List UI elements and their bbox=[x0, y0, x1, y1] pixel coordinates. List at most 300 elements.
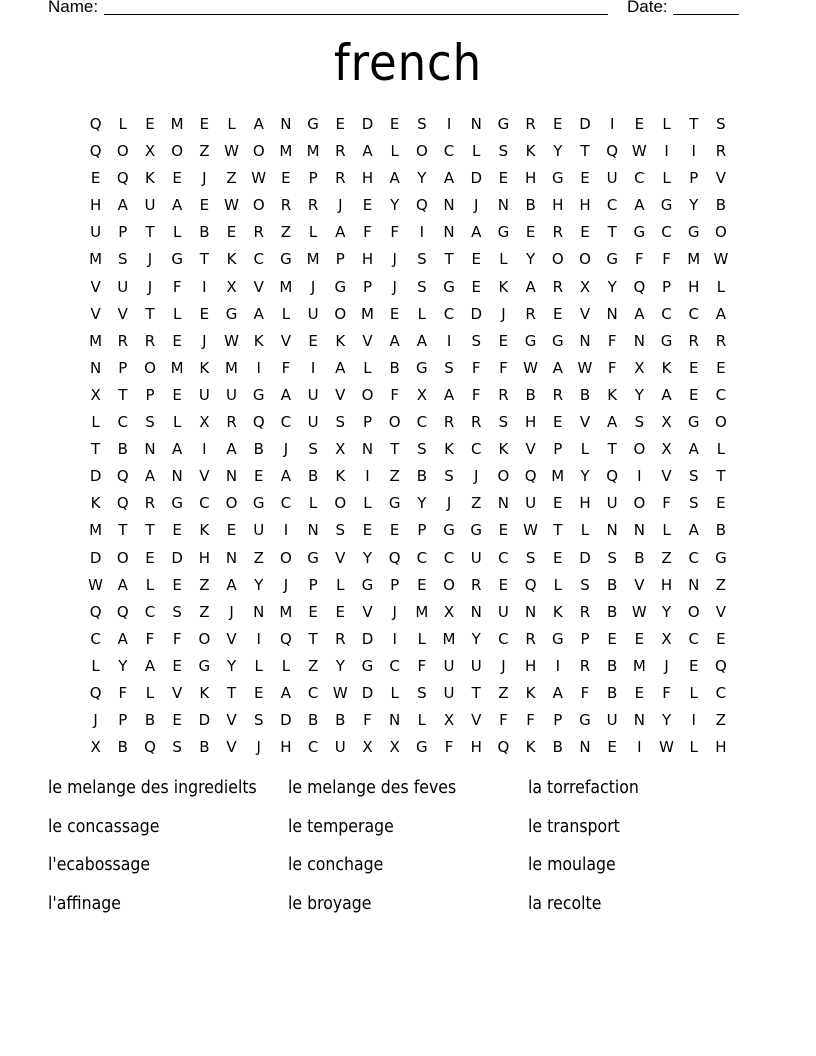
grid-cell[interactable]: P bbox=[553, 711, 563, 730]
grid-cell[interactable]: F bbox=[145, 629, 155, 648]
grid-cell[interactable]: Q bbox=[116, 169, 129, 188]
grid-cell[interactable]: T bbox=[145, 223, 155, 242]
grid-cell[interactable]: N bbox=[389, 711, 401, 730]
grid-cell[interactable]: P bbox=[362, 413, 372, 432]
grid-cell[interactable]: F bbox=[172, 629, 182, 648]
grid-cell[interactable]: F bbox=[471, 385, 481, 404]
grid-cell[interactable]: E bbox=[281, 169, 291, 188]
grid-cell[interactable]: E bbox=[199, 304, 210, 323]
grid-cell[interactable]: G bbox=[171, 250, 183, 269]
grid-cell[interactable]: J bbox=[392, 602, 397, 621]
grid-cell[interactable]: M bbox=[170, 358, 184, 377]
grid-cell[interactable]: A bbox=[144, 467, 156, 486]
grid-cell[interactable]: A bbox=[552, 683, 563, 702]
grid-cell[interactable]: J bbox=[229, 602, 234, 621]
grid-cell[interactable]: S bbox=[172, 738, 182, 757]
grid-cell[interactable]: H bbox=[198, 548, 210, 567]
grid-cell[interactable]: W bbox=[523, 521, 539, 540]
grid-cell[interactable]: E bbox=[253, 467, 264, 486]
grid-cell[interactable]: B bbox=[253, 440, 264, 459]
grid-cell[interactable]: K bbox=[335, 331, 346, 350]
grid-cell[interactable]: E bbox=[634, 629, 645, 648]
grid-cell[interactable]: L bbox=[689, 683, 698, 702]
grid-cell[interactable]: L bbox=[390, 683, 399, 702]
grid-cell[interactable]: H bbox=[361, 250, 374, 269]
grid-cell[interactable]: Y bbox=[417, 494, 427, 513]
grid-cell[interactable]: L bbox=[363, 494, 372, 513]
grid-cell[interactable]: U bbox=[90, 223, 102, 242]
grid-cell[interactable]: W bbox=[224, 142, 239, 161]
grid-cell[interactable]: O bbox=[334, 494, 347, 513]
grid-cell[interactable]: O bbox=[633, 440, 646, 459]
grid-cell[interactable]: F bbox=[499, 358, 508, 377]
name-field[interactable] bbox=[104, 14, 608, 15]
grid-cell[interactable]: J bbox=[93, 711, 98, 730]
grid-cell[interactable]: B bbox=[579, 385, 591, 404]
grid-cell[interactable]: A bbox=[117, 196, 128, 215]
grid-cell[interactable]: K bbox=[552, 602, 563, 621]
grid-cell[interactable]: O bbox=[144, 358, 156, 377]
grid-cell[interactable]: B bbox=[117, 440, 128, 459]
grid-cell[interactable]: G bbox=[470, 521, 483, 540]
grid-cell[interactable]: B bbox=[525, 196, 536, 215]
grid-cell[interactable]: E bbox=[145, 548, 155, 567]
grid-cell[interactable]: I bbox=[446, 331, 452, 350]
grid-cell[interactable]: D bbox=[470, 304, 482, 323]
grid-cell[interactable]: B bbox=[307, 467, 319, 486]
grid-cell[interactable]: A bbox=[688, 521, 699, 540]
grid-cell[interactable]: T bbox=[607, 440, 617, 459]
grid-cell[interactable]: Q bbox=[388, 548, 401, 567]
grid-cell[interactable]: J bbox=[392, 277, 397, 296]
grid-cell[interactable]: B bbox=[144, 711, 156, 730]
grid-cell[interactable]: L bbox=[254, 656, 263, 675]
grid-cell[interactable]: V bbox=[226, 629, 237, 648]
grid-cell[interactable]: T bbox=[145, 521, 155, 540]
grid-cell[interactable]: A bbox=[634, 304, 645, 323]
grid-cell[interactable]: L bbox=[580, 521, 590, 540]
grid-cell[interactable]: S bbox=[498, 142, 509, 161]
grid-cell[interactable]: C bbox=[688, 304, 699, 323]
grid-cell[interactable]: N bbox=[443, 196, 455, 215]
grid-cell[interactable]: M bbox=[89, 331, 103, 350]
grid-cell[interactable]: E bbox=[226, 521, 237, 540]
grid-cell[interactable]: A bbox=[144, 656, 156, 675]
grid-cell[interactable]: I bbox=[446, 115, 452, 133]
grid-cell[interactable]: Z bbox=[199, 142, 210, 161]
grid-cell[interactable]: S bbox=[308, 440, 318, 459]
grid-cell[interactable]: V bbox=[226, 738, 237, 757]
grid-cell[interactable]: Y bbox=[254, 575, 264, 594]
grid-cell[interactable]: D bbox=[361, 115, 374, 133]
grid-cell[interactable]: E bbox=[172, 331, 182, 350]
grid-cell[interactable]: J bbox=[202, 169, 207, 188]
grid-cell[interactable]: Q bbox=[606, 467, 619, 486]
grid-cell[interactable]: D bbox=[89, 548, 102, 567]
grid-cell[interactable]: D bbox=[89, 467, 102, 486]
grid-cell[interactable]: J bbox=[310, 277, 316, 296]
grid-cell[interactable]: W bbox=[631, 602, 647, 621]
grid-cell[interactable]: D bbox=[470, 169, 482, 188]
grid-cell[interactable]: S bbox=[335, 521, 346, 540]
grid-cell[interactable]: X bbox=[389, 738, 400, 757]
grid-cell[interactable]: X bbox=[661, 440, 672, 459]
grid-cell[interactable]: T bbox=[716, 467, 726, 486]
grid-cell[interactable]: J bbox=[501, 656, 506, 675]
grid-cell[interactable]: C bbox=[498, 548, 509, 567]
grid-cell[interactable]: C bbox=[443, 304, 455, 323]
grid-cell[interactable]: I bbox=[691, 142, 696, 161]
grid-cell[interactable]: E bbox=[335, 115, 346, 133]
grid-cell[interactable]: U bbox=[307, 385, 319, 404]
grid-cell[interactable]: K bbox=[199, 521, 210, 540]
grid-cell[interactable]: R bbox=[471, 575, 482, 594]
grid-cell[interactable]: L bbox=[308, 223, 318, 242]
grid-cell[interactable]: L bbox=[499, 250, 508, 269]
grid-cell[interactable]: Z bbox=[199, 602, 210, 621]
grid-cell[interactable]: G bbox=[524, 331, 537, 350]
grid-cell[interactable]: Y bbox=[471, 629, 481, 648]
grid-cell[interactable]: S bbox=[580, 575, 590, 594]
grid-cell[interactable]: G bbox=[551, 629, 564, 648]
grid-cell[interactable]: T bbox=[580, 142, 590, 161]
grid-cell[interactable]: D bbox=[361, 683, 374, 702]
grid-cell[interactable]: U bbox=[606, 711, 618, 730]
grid-cell[interactable]: F bbox=[172, 277, 182, 296]
grid-cell[interactable]: K bbox=[498, 277, 509, 296]
grid-cell[interactable]: W bbox=[659, 738, 674, 757]
grid-cell[interactable]: S bbox=[172, 602, 182, 621]
grid-cell[interactable]: R bbox=[525, 115, 536, 133]
grid-cell[interactable]: K bbox=[525, 738, 536, 757]
grid-cell[interactable]: L bbox=[172, 223, 182, 242]
grid-cell[interactable]: L bbox=[145, 575, 155, 594]
grid-cell[interactable]: E bbox=[634, 115, 645, 133]
grid-cell[interactable]: P bbox=[662, 277, 672, 296]
grid-cell[interactable]: Y bbox=[118, 656, 128, 675]
grid-cell[interactable]: N bbox=[497, 494, 510, 513]
grid-cell[interactable]: L bbox=[227, 115, 236, 133]
grid-cell[interactable]: A bbox=[525, 277, 536, 296]
grid-cell[interactable]: Q bbox=[89, 142, 102, 161]
grid-cell[interactable]: G bbox=[225, 304, 238, 323]
grid-cell[interactable]: X bbox=[90, 738, 101, 757]
grid-cell[interactable]: U bbox=[117, 277, 129, 296]
grid-cell[interactable]: C bbox=[498, 629, 509, 648]
grid-cell[interactable]: C bbox=[715, 385, 727, 404]
grid-cell[interactable]: I bbox=[555, 656, 560, 675]
grid-cell[interactable]: F bbox=[281, 358, 291, 377]
grid-cell[interactable]: E bbox=[498, 169, 509, 188]
grid-cell[interactable]: C bbox=[634, 169, 645, 188]
grid-cell[interactable]: P bbox=[417, 521, 427, 540]
grid-cell[interactable]: O bbox=[443, 575, 455, 594]
date-field[interactable] bbox=[673, 14, 739, 15]
grid-cell[interactable]: H bbox=[470, 738, 482, 757]
grid-cell[interactable]: K bbox=[253, 331, 264, 350]
grid-cell[interactable]: F bbox=[499, 711, 508, 730]
grid-cell[interactable]: O bbox=[280, 548, 292, 567]
grid-cell[interactable]: S bbox=[145, 413, 155, 432]
grid-cell[interactable]: Q bbox=[497, 738, 510, 757]
grid-cell[interactable]: O bbox=[361, 385, 374, 404]
grid-cell[interactable]: B bbox=[307, 711, 319, 730]
grid-cell[interactable]: A bbox=[552, 358, 563, 377]
grid-cell[interactable]: K bbox=[661, 358, 672, 377]
grid-cell[interactable]: Q bbox=[116, 467, 129, 486]
grid-cell[interactable]: L bbox=[662, 521, 671, 540]
grid-cell[interactable]: V bbox=[226, 711, 237, 730]
grid-cell[interactable]: Y bbox=[526, 250, 536, 269]
grid-cell[interactable]: N bbox=[633, 711, 645, 730]
grid-cell[interactable]: V bbox=[335, 385, 346, 404]
grid-cell[interactable]: G bbox=[388, 494, 401, 513]
grid-cell[interactable]: A bbox=[607, 413, 618, 432]
grid-cell[interactable]: B bbox=[199, 738, 210, 757]
grid-cell[interactable]: L bbox=[118, 115, 127, 133]
grid-cell[interactable]: F bbox=[635, 250, 644, 269]
grid-cell[interactable]: C bbox=[117, 413, 129, 432]
grid-cell[interactable]: Y bbox=[553, 142, 563, 161]
grid-cell[interactable]: J bbox=[501, 304, 506, 323]
grid-cell[interactable]: Z bbox=[661, 548, 672, 567]
grid-cell[interactable]: E bbox=[389, 115, 400, 133]
grid-cell[interactable]: T bbox=[607, 223, 617, 242]
grid-cell[interactable]: C bbox=[443, 548, 455, 567]
grid-cell[interactable]: E bbox=[362, 196, 373, 215]
grid-cell[interactable]: A bbox=[117, 575, 128, 594]
grid-cell[interactable]: D bbox=[579, 548, 591, 567]
grid-cell[interactable]: T bbox=[118, 521, 128, 540]
grid-cell[interactable]: I bbox=[202, 277, 207, 296]
grid-cell[interactable]: S bbox=[498, 413, 509, 432]
grid-cell[interactable]: Q bbox=[415, 196, 428, 215]
grid-cell[interactable]: H bbox=[579, 494, 591, 513]
grid-cell[interactable]: H bbox=[552, 196, 564, 215]
grid-cell[interactable]: D bbox=[280, 711, 292, 730]
grid-cell[interactable]: N bbox=[89, 358, 102, 377]
grid-cell[interactable]: Q bbox=[89, 115, 102, 133]
grid-cell[interactable]: Q bbox=[144, 738, 156, 757]
grid-cell[interactable]: R bbox=[226, 413, 237, 432]
grid-cell[interactable]: I bbox=[691, 711, 696, 730]
grid-cell[interactable]: G bbox=[443, 277, 455, 296]
grid-cell[interactable]: R bbox=[335, 169, 346, 188]
grid-cell[interactable]: A bbox=[226, 575, 237, 594]
grid-cell[interactable]: J bbox=[283, 575, 289, 594]
grid-cell[interactable]: E bbox=[172, 169, 182, 188]
grid-cell[interactable]: E bbox=[226, 223, 237, 242]
grid-cell[interactable]: M bbox=[442, 629, 456, 648]
grid-cell[interactable]: W bbox=[224, 196, 239, 215]
grid-cell[interactable]: O bbox=[334, 304, 347, 323]
grid-cell[interactable]: A bbox=[226, 440, 237, 459]
grid-cell[interactable]: E bbox=[553, 494, 563, 513]
grid-cell[interactable]: L bbox=[363, 358, 372, 377]
grid-cell[interactable]: S bbox=[444, 467, 454, 486]
grid-cell[interactable]: V bbox=[117, 304, 128, 323]
grid-cell[interactable]: R bbox=[498, 385, 509, 404]
grid-cell[interactable]: I bbox=[202, 440, 207, 459]
grid-cell[interactable]: U bbox=[307, 413, 319, 432]
grid-cell[interactable]: H bbox=[89, 196, 102, 215]
grid-cell[interactable]: S bbox=[253, 711, 264, 730]
grid-cell[interactable]: F bbox=[580, 683, 590, 702]
grid-cell[interactable]: M bbox=[306, 142, 320, 161]
grid-cell[interactable]: E bbox=[471, 277, 481, 296]
grid-cell[interactable]: Y bbox=[580, 467, 590, 486]
grid-cell[interactable]: R bbox=[552, 277, 563, 296]
grid-cell[interactable]: Y bbox=[634, 385, 644, 404]
grid-cell[interactable]: L bbox=[662, 169, 671, 188]
grid-cell[interactable]: Q bbox=[715, 656, 727, 675]
grid-cell[interactable]: S bbox=[118, 250, 128, 269]
grid-cell[interactable]: F bbox=[471, 358, 481, 377]
grid-cell[interactable]: R bbox=[335, 142, 346, 161]
grid-cell[interactable]: G bbox=[252, 385, 265, 404]
grid-cell[interactable]: M bbox=[415, 602, 429, 621]
grid-cell[interactable]: X bbox=[661, 413, 672, 432]
grid-cell[interactable]: S bbox=[525, 548, 536, 567]
grid-cell[interactable]: T bbox=[226, 683, 237, 702]
grid-cell[interactable]: R bbox=[117, 331, 128, 350]
grid-cell[interactable]: X bbox=[634, 358, 645, 377]
grid-cell[interactable]: O bbox=[388, 413, 401, 432]
grid-cell[interactable]: R bbox=[280, 196, 292, 215]
grid-cell[interactable]: Y bbox=[661, 602, 672, 621]
grid-cell[interactable]: U bbox=[198, 385, 210, 404]
grid-cell[interactable]: N bbox=[606, 521, 618, 540]
grid-cell[interactable]: G bbox=[334, 277, 347, 296]
grid-cell[interactable]: L bbox=[308, 494, 318, 513]
grid-cell[interactable]: A bbox=[335, 358, 346, 377]
grid-cell[interactable]: W bbox=[713, 250, 729, 269]
grid-cell[interactable]: C bbox=[688, 629, 699, 648]
grid-cell[interactable]: E bbox=[634, 683, 645, 702]
grid-cell[interactable]: W bbox=[631, 142, 647, 161]
grid-cell[interactable]: F bbox=[118, 683, 128, 702]
grid-cell[interactable]: O bbox=[198, 629, 211, 648]
grid-cell[interactable]: D bbox=[579, 115, 591, 133]
grid-cell[interactable]: F bbox=[662, 250, 671, 269]
grid-cell[interactable]: G bbox=[416, 358, 428, 377]
grid-cell[interactable]: J bbox=[147, 277, 153, 296]
grid-cell[interactable]: Y bbox=[661, 711, 672, 730]
grid-cell[interactable]: P bbox=[335, 250, 345, 269]
grid-cell[interactable]: E bbox=[199, 115, 210, 133]
grid-cell[interactable]: L bbox=[716, 277, 726, 296]
grid-cell[interactable]: Q bbox=[89, 683, 102, 702]
grid-cell[interactable]: A bbox=[253, 304, 264, 323]
grid-cell[interactable]: N bbox=[307, 521, 319, 540]
grid-cell[interactable]: G bbox=[361, 656, 374, 675]
grid-cell[interactable]: G bbox=[660, 331, 673, 350]
grid-cell[interactable]: S bbox=[716, 115, 726, 133]
grid-cell[interactable]: T bbox=[118, 385, 128, 404]
grid-cell[interactable]: S bbox=[444, 358, 454, 377]
grid-cell[interactable]: G bbox=[687, 223, 700, 242]
grid-cell[interactable]: L bbox=[336, 575, 345, 594]
grid-cell[interactable]: M bbox=[170, 115, 184, 133]
grid-cell[interactable]: C bbox=[144, 602, 156, 621]
grid-cell[interactable]: S bbox=[417, 277, 427, 296]
grid-cell[interactable]: X bbox=[443, 602, 455, 621]
grid-cell[interactable]: L bbox=[580, 440, 590, 459]
grid-cell[interactable]: C bbox=[715, 683, 727, 702]
grid-cell[interactable]: J bbox=[392, 250, 397, 269]
grid-cell[interactable]: G bbox=[307, 115, 319, 133]
grid-cell[interactable]: V bbox=[362, 602, 373, 621]
grid-cell[interactable]: N bbox=[606, 304, 618, 323]
grid-cell[interactable]: V bbox=[579, 413, 591, 432]
grid-cell[interactable]: E bbox=[90, 169, 101, 188]
grid-cell[interactable]: L bbox=[417, 711, 427, 730]
grid-cell[interactable]: E bbox=[498, 575, 509, 594]
grid-cell[interactable]: U bbox=[334, 738, 346, 757]
grid-cell[interactable]: E bbox=[553, 304, 563, 323]
grid-cell[interactable]: N bbox=[171, 467, 183, 486]
grid-cell[interactable]: E bbox=[145, 115, 155, 133]
grid-cell[interactable]: H bbox=[660, 575, 673, 594]
grid-cell[interactable]: F bbox=[662, 683, 671, 702]
grid-cell[interactable]: C bbox=[389, 656, 400, 675]
grid-cell[interactable]: K bbox=[444, 440, 454, 459]
grid-cell[interactable]: V bbox=[715, 169, 727, 188]
grid-cell[interactable]: N bbox=[253, 602, 265, 621]
grid-cell[interactable]: N bbox=[497, 196, 510, 215]
grid-cell[interactable]: E bbox=[688, 385, 699, 404]
grid-cell[interactable]: K bbox=[525, 683, 536, 702]
grid-cell[interactable]: J bbox=[474, 467, 479, 486]
grid-cell[interactable]: K bbox=[199, 358, 210, 377]
grid-cell[interactable]: B bbox=[552, 738, 563, 757]
grid-cell[interactable]: P bbox=[553, 440, 563, 459]
grid-cell[interactable]: H bbox=[524, 169, 537, 188]
grid-cell[interactable]: A bbox=[471, 223, 482, 242]
grid-cell[interactable]: T bbox=[91, 440, 101, 459]
grid-cell[interactable]: H bbox=[715, 738, 727, 757]
grid-cell[interactable]: E bbox=[716, 629, 726, 648]
grid-cell[interactable]: Z bbox=[389, 467, 400, 486]
grid-cell[interactable]: G bbox=[307, 548, 319, 567]
grid-cell[interactable]: Z bbox=[471, 494, 482, 513]
grid-cell[interactable]: B bbox=[199, 223, 210, 242]
grid-cell[interactable]: X bbox=[199, 413, 210, 432]
grid-cell[interactable]: S bbox=[417, 440, 427, 459]
grid-cell[interactable]: T bbox=[308, 629, 318, 648]
grid-cell[interactable]: C bbox=[280, 413, 292, 432]
grid-cell[interactable]: C bbox=[253, 250, 264, 269]
grid-cell[interactable]: H bbox=[280, 738, 292, 757]
grid-cell[interactable]: L bbox=[281, 656, 291, 675]
grid-cell[interactable]: X bbox=[443, 711, 455, 730]
grid-cell[interactable]: Y bbox=[417, 169, 427, 188]
grid-cell[interactable]: F bbox=[417, 656, 427, 675]
grid-cell[interactable]: G bbox=[551, 331, 564, 350]
grid-cell[interactable]: G bbox=[687, 413, 700, 432]
grid-cell[interactable]: L bbox=[172, 413, 182, 432]
grid-cell[interactable]: A bbox=[172, 196, 183, 215]
grid-cell[interactable]: S bbox=[607, 548, 617, 567]
grid-cell[interactable]: A bbox=[335, 223, 346, 242]
grid-cell[interactable]: X bbox=[416, 385, 427, 404]
grid-cell[interactable]: R bbox=[144, 494, 156, 513]
grid-cell[interactable]: L bbox=[172, 304, 182, 323]
grid-cell[interactable]: E bbox=[199, 196, 210, 215]
grid-cell[interactable]: F bbox=[390, 223, 399, 242]
grid-cell[interactable]: N bbox=[470, 602, 482, 621]
grid-cell[interactable]: O bbox=[633, 494, 646, 513]
